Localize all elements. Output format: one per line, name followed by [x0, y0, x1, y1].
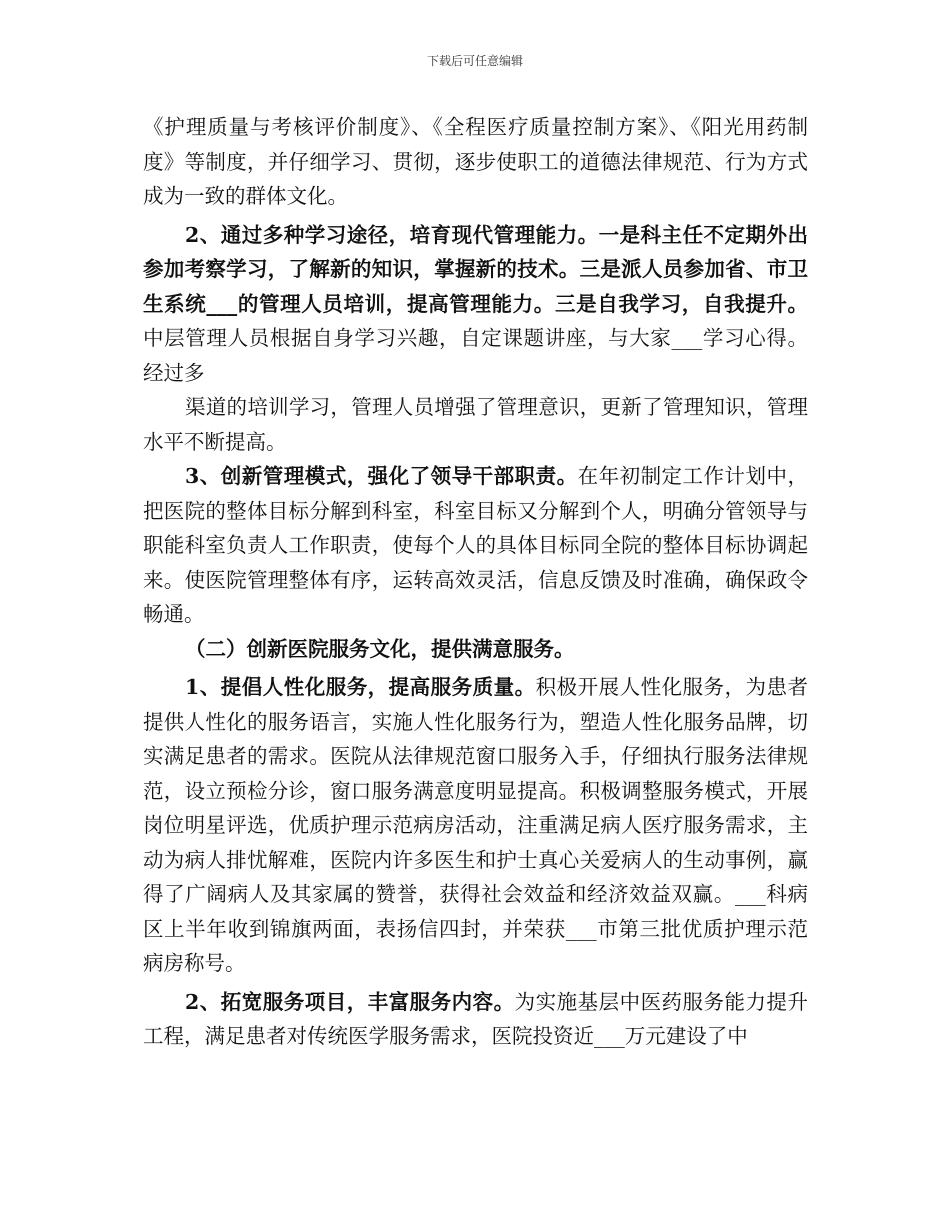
paragraph-service-items [143, 985, 808, 1054]
paragraph-heading-learning: 2、通过多种学习途径，培育现代管理能力。一是科主任不定期外出参加考察学习，了解新的知识，掌握新的技术。三是派人员参加省、市卫生系统___的管理人员培训，提高管理能力。三是自我学习，自我提升。 [143, 222, 808, 316]
paragraph-body-humanized: 积极开展人性化服务，为患者提供人性化的服务语言，实施人性化服务行为，塑造人性化服务品牌，切实满足患者的需求。医院从法律规范窗口服务入手，仔细执行服务法律规范，设立预检分诊，窗口服务满意度明显提高。积极调整服务模式，开展岗位明星评选，优质护理示范病房活动，注重满足病人医疗服务需求，主动为病人排忧解难，医院内许多医生和护士真心关爱病人的生动事例，赢得了广阔病人及其家属的赞誉，获得社会效益和经济效益双赢。___科病区上半年收到锦旗两面，表扬信四封，并荣获___市第三批优质护理示范病房称号。 [143, 675, 808, 975]
paragraph-body-learning: 中层管理人员根据自身学习兴趣，自定课题讲座，与大家___学习心得。经过多 [143, 326, 808, 385]
page-header: 下载后可任意编辑 [426, 54, 523, 68]
paragraph-body-service-items: 为实施基层中医药服务能力提升工程，满足患者对传统医学服务需求，医院投资近___万元建设了中 [143, 989, 809, 1048]
paragraph-humanized-service [143, 670, 808, 981]
paragraph-heading-humanized: 1、提倡人性化服务，提高服务质量。 [185, 675, 536, 699]
section-heading-service-culture: （二）创新医院服务文化，提供满意服务。 [185, 636, 575, 661]
paragraph-body-management: 在年初制定工作计划中，把医院的整体目标分解到科室，科室目标又分解到个人，明确分管领导与职能科室负责人工作职责，使每个人的具体目标同全院的整体目标协调起来。使医院管理整体有序，运转高效灵活，信息反馈及时准确，确保政令畅通。 [143, 464, 809, 626]
document-body [143, 110, 808, 1054]
paragraph-heading-management: 3、创新管理模式，强化了领导干部职责。 [185, 464, 578, 488]
paragraph-regulations: 《护理质量与考核评价制度》、《全程医疗质量控制方案》、《阳光用药制度》等制度，并仔细学习、贯彻，逐步使职工的道德法律规范、行为方式成为一致的群体文化。 [143, 115, 808, 208]
paragraph-learning-channels [143, 218, 808, 391]
paragraph-management-mode [143, 459, 808, 632]
paragraph-training-result: 渠道的培训学习，管理人员增强了管理意识，更新了管理知识，管理水平不断提高。 [143, 395, 808, 454]
paragraph-heading-service-items: 2、拓宽服务项目，丰富服务内容。 [185, 989, 515, 1014]
